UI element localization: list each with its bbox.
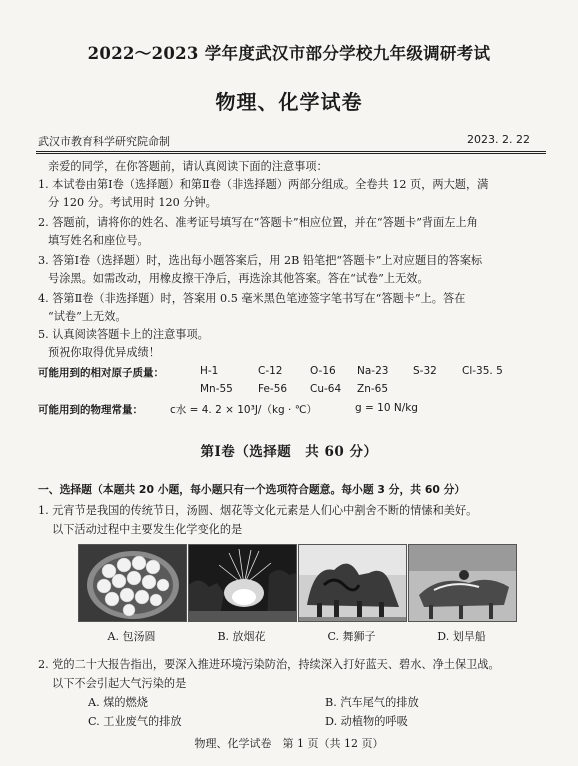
land-boat-picture [409,545,516,621]
page-footer: 物理、化学试卷 第 1 页（共 12 页） [194,737,384,750]
q1-image-land-boat [408,544,517,622]
notice-intro: 亲爱的同学，在你答题前，请认真阅读下面的注意事项： [48,160,328,173]
q1-option-d: D. 划旱船 [437,630,486,643]
atomic-mass: Zn-65 [357,383,388,395]
notice-line: 5. 认真阅读答题卡上的注意事项。 [38,328,209,341]
atomic-mass-label: 可能用到的相对原子质量： [38,367,164,379]
atomic-mass: Mn-55 [200,383,233,395]
atomic-mass: Fe-56 [258,383,288,395]
tangyuan-picture [79,545,186,621]
q2-option-d: D. 动植物的呼吸 [325,715,408,728]
constant-g: g = 10 N/kg [355,402,418,414]
q1-text-line1: 1. 元宵节是我国的传统节日，汤圆、烟花等文化元素是人们心中割舍不断的情愫和美好。 [38,504,478,517]
q2-option-b: B. 汽车尾气的排放 [325,696,419,709]
notice-line: 1. 本试卷由第Ⅰ卷（选择题）和第Ⅱ卷（非选择题）两部分组成。全卷共 12 页，两大题，满 [38,178,489,191]
atomic-mass: O-16 [310,365,336,377]
atomic-mass: H-1 [200,365,219,377]
header-rule-top [36,151,546,152]
notice-line: 号涂黑。如需改动，用橡皮擦干净后，再选涂其他答案。答在“试卷”上无效。 [48,272,429,285]
publisher: 武汉市教育科学研究院命制 [38,135,170,148]
atomic-mass: Cu-64 [310,383,342,395]
exam-subtitle: 物理、化学试卷 [215,90,363,114]
exam-title: 2022～2023 学年度武汉市部分学校九年级调研考试 [87,44,491,63]
q1-image-lion-dance [298,544,407,622]
fireworks-picture [189,545,296,621]
notice-line: 预祝你取得优异成绩！ [48,346,160,359]
constants-label: 可能用到的物理常量： [38,404,143,416]
q1-option-a: A. 包汤圆 [107,630,156,643]
atomic-mass: S-32 [413,365,437,377]
notice-line: 填写姓名和座位号。 [48,234,149,247]
atomic-mass: C-12 [258,365,283,377]
q2-text-line1: 2. 党的二十大报告指出，要深入推进环境污染防治，持续深入打好蓝天、碧水、净土保卫战。 [38,658,500,671]
notice-line: 分 120 分。考试用时 120 分钟。 [48,196,217,209]
q2-option-c: C. 工业废气的排放 [88,715,182,728]
notice-line: 3. 答第Ⅰ卷（选择题）时，选出每小题答案后，用 2B 铅笔把“答题卡”上对应题目的答案标 [38,254,483,267]
section-title: 第Ⅰ卷（选择题 共 60 分） [200,444,378,460]
notice-line: “试卷”上无效。 [48,310,127,323]
exam-date: 2023. 2. 22 [467,133,530,146]
constant-c-water: c水 = 4. 2 × 10³J/（kg · ℃） [170,404,318,416]
q2-text-line2: 以下不会引起大气污染的是 [52,677,187,690]
header-rule-bottom [36,153,546,154]
lion-dance-picture [299,545,406,621]
notice-line: 4. 答第Ⅱ卷（非选择题）时，答案用 0.5 毫米黑色笔迹签字笔书写在“答题卡”上。答在 [38,292,466,305]
q1-option-c: C. 舞狮子 [327,630,376,643]
q1-image-tangyuan [78,544,187,622]
atomic-mass: Cl-35. 5 [462,365,503,377]
atomic-mass: Na-23 [357,365,389,377]
q1-option-b: B. 放烟花 [217,630,266,643]
section-instruction: 一、选择题（本题共 20 小题，每小题只有一个选项符合题意。每小题 3 分，共 60 分） [38,483,466,496]
q1-text-line2: 以下活动过程中主要发生化学变化的是 [52,523,243,536]
q1-image-fireworks [188,544,297,622]
q2-option-a: A. 煤的燃烧 [88,696,148,709]
notice-line: 2. 答题前，请将你的姓名、准考证号填写在“答题卡”相应位置，并在“答题卡”背面左上角 [38,216,478,229]
